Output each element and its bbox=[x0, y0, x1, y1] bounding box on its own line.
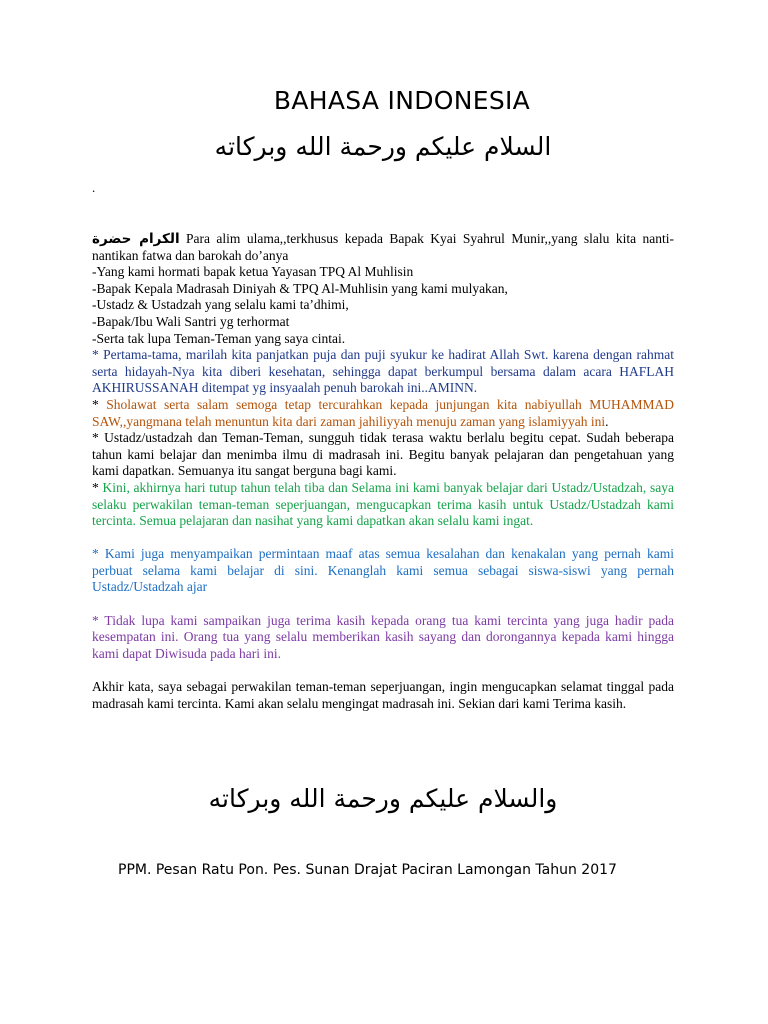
page-title: BAHASA INDONESIA bbox=[273, 86, 531, 115]
footer-institution: PPM. Pesan Ratu Pon. Pes. Sunan Drajat Paciran Lamongan Tahun 2017 bbox=[118, 862, 617, 878]
paragraph-praise: * Pertama-tama, marilah kita panjatkan puja dan puji syukur ke hadirat Allah Swt. karena dengan rahmat serta hidayah-Nya kita diberi kesehatan, sehingga dapat berkumpul bersama dalam acara HAFLAH AKHIRUSSANAH ditempat yg insyaalah penuh barokah ini..AMINN. bbox=[92, 347, 674, 396]
speech-body bbox=[92, 231, 674, 712]
bullet-star: * bbox=[92, 479, 103, 495]
paragraph-sholawat bbox=[92, 397, 674, 430]
sholawat-text: Sholawat serta salam semoga tetap tercurahkan kepada junjungan kita nabiyullah MUHAMMAD SAW,,yangmana telah menuntun kita dari zaman jahiliyyah menuju zaman yang islamiyyah ini bbox=[92, 396, 674, 429]
stray-dot: . bbox=[92, 180, 96, 195]
spacer bbox=[92, 530, 674, 547]
spacer bbox=[92, 596, 674, 613]
honorific-5: -Serta tak lupa Teman-Teman yang saya cintai. bbox=[92, 330, 346, 346]
paragraph-apology: * Kami juga menyampaikan permintaan maaf atas semua kesalahan dan kenakalan yang pernah kami perbuat selama kami belajar di sini. Kenanglah kami semua sebagai siswa-siswi yang pernah Ustadz/Ustadzah ajar bbox=[92, 546, 674, 595]
honorific-4: -Bapak/Ibu Wali Santri yg terhormat bbox=[92, 313, 290, 329]
greeting-arabic: الكرام حضرة bbox=[92, 231, 180, 247]
paragraph-thanks-teachers bbox=[92, 480, 674, 530]
paragraph-time: * Ustadz/ustadzah dan Teman-Teman, sungguh tidak terasa waktu berlalu begitu cepat. Sudah beberapa tahun kami belajar dan menimba ilmu di madrasah ini. Begitu banyak pelajaran dan pengetahuan yang kami dapatkan. Semuanya itu sangat berguna bagi kami. bbox=[92, 430, 674, 479]
thanks-teachers-text: Kini, akhirnya hari tutup tahun telah tiba dan Selama ini kami banyak belajar dari Ustadz/Ustadzah, saya selaku perwakilan teman-teman seperjuangan, mengucapkan terima kasih untuk Ustadz/Ustadzah kami tercinta. Semua pelajaran dan nasihat yang kami dapatkan akan selalu kami ingat. bbox=[92, 479, 674, 529]
bullet-star: * bbox=[92, 396, 107, 412]
salam-closing: والسلام عليكم ورحمة الله وبركاته bbox=[208, 784, 558, 813]
paragraph-parents: * Tidak lupa kami sampaikan juga terima kasih kepada orang tua kami tercinta yang juga hadir pada kesempatan ini. Orang tua yang selalu memberikan kasih sayang dan dorongannya kepada kami hingga kami dapat Diwisuda pada hari ini. bbox=[92, 612, 674, 661]
honorific-1: -Yang kami hormati bapak ketua Yayasan TPQ Al Muhlisin bbox=[92, 264, 414, 280]
spacer bbox=[92, 662, 674, 679]
greeting-text: Para alim ulama,,terkhusus kepada Bapak Kyai Syahrul Munir,,yang slalu kita nanti-nantikan fatwa dan barokah do’anya bbox=[92, 231, 674, 263]
salam-opening: السلام عليكم ورحمة الله وبركاته bbox=[214, 132, 552, 161]
greeting-paragraph bbox=[92, 231, 674, 264]
sholawat-end: . bbox=[605, 413, 609, 429]
paragraph-closing: Akhir kata, saya sebagai perwakilan teman-teman seperjuangan, ingin mengucapkan selamat tinggal pada madrasah kami tercinta. Kami akan selalu mengingat madrasah ini. Sekian dari kami Terima kasih. bbox=[92, 679, 674, 711]
honorific-2: -Bapak Kepala Madrasah Diniyah & TPQ Al-Muhlisin yang kami mulyakan, bbox=[92, 280, 508, 296]
honorific-3: -Ustadz & Ustadzah yang selalu kami ta’dhimi, bbox=[92, 297, 349, 313]
